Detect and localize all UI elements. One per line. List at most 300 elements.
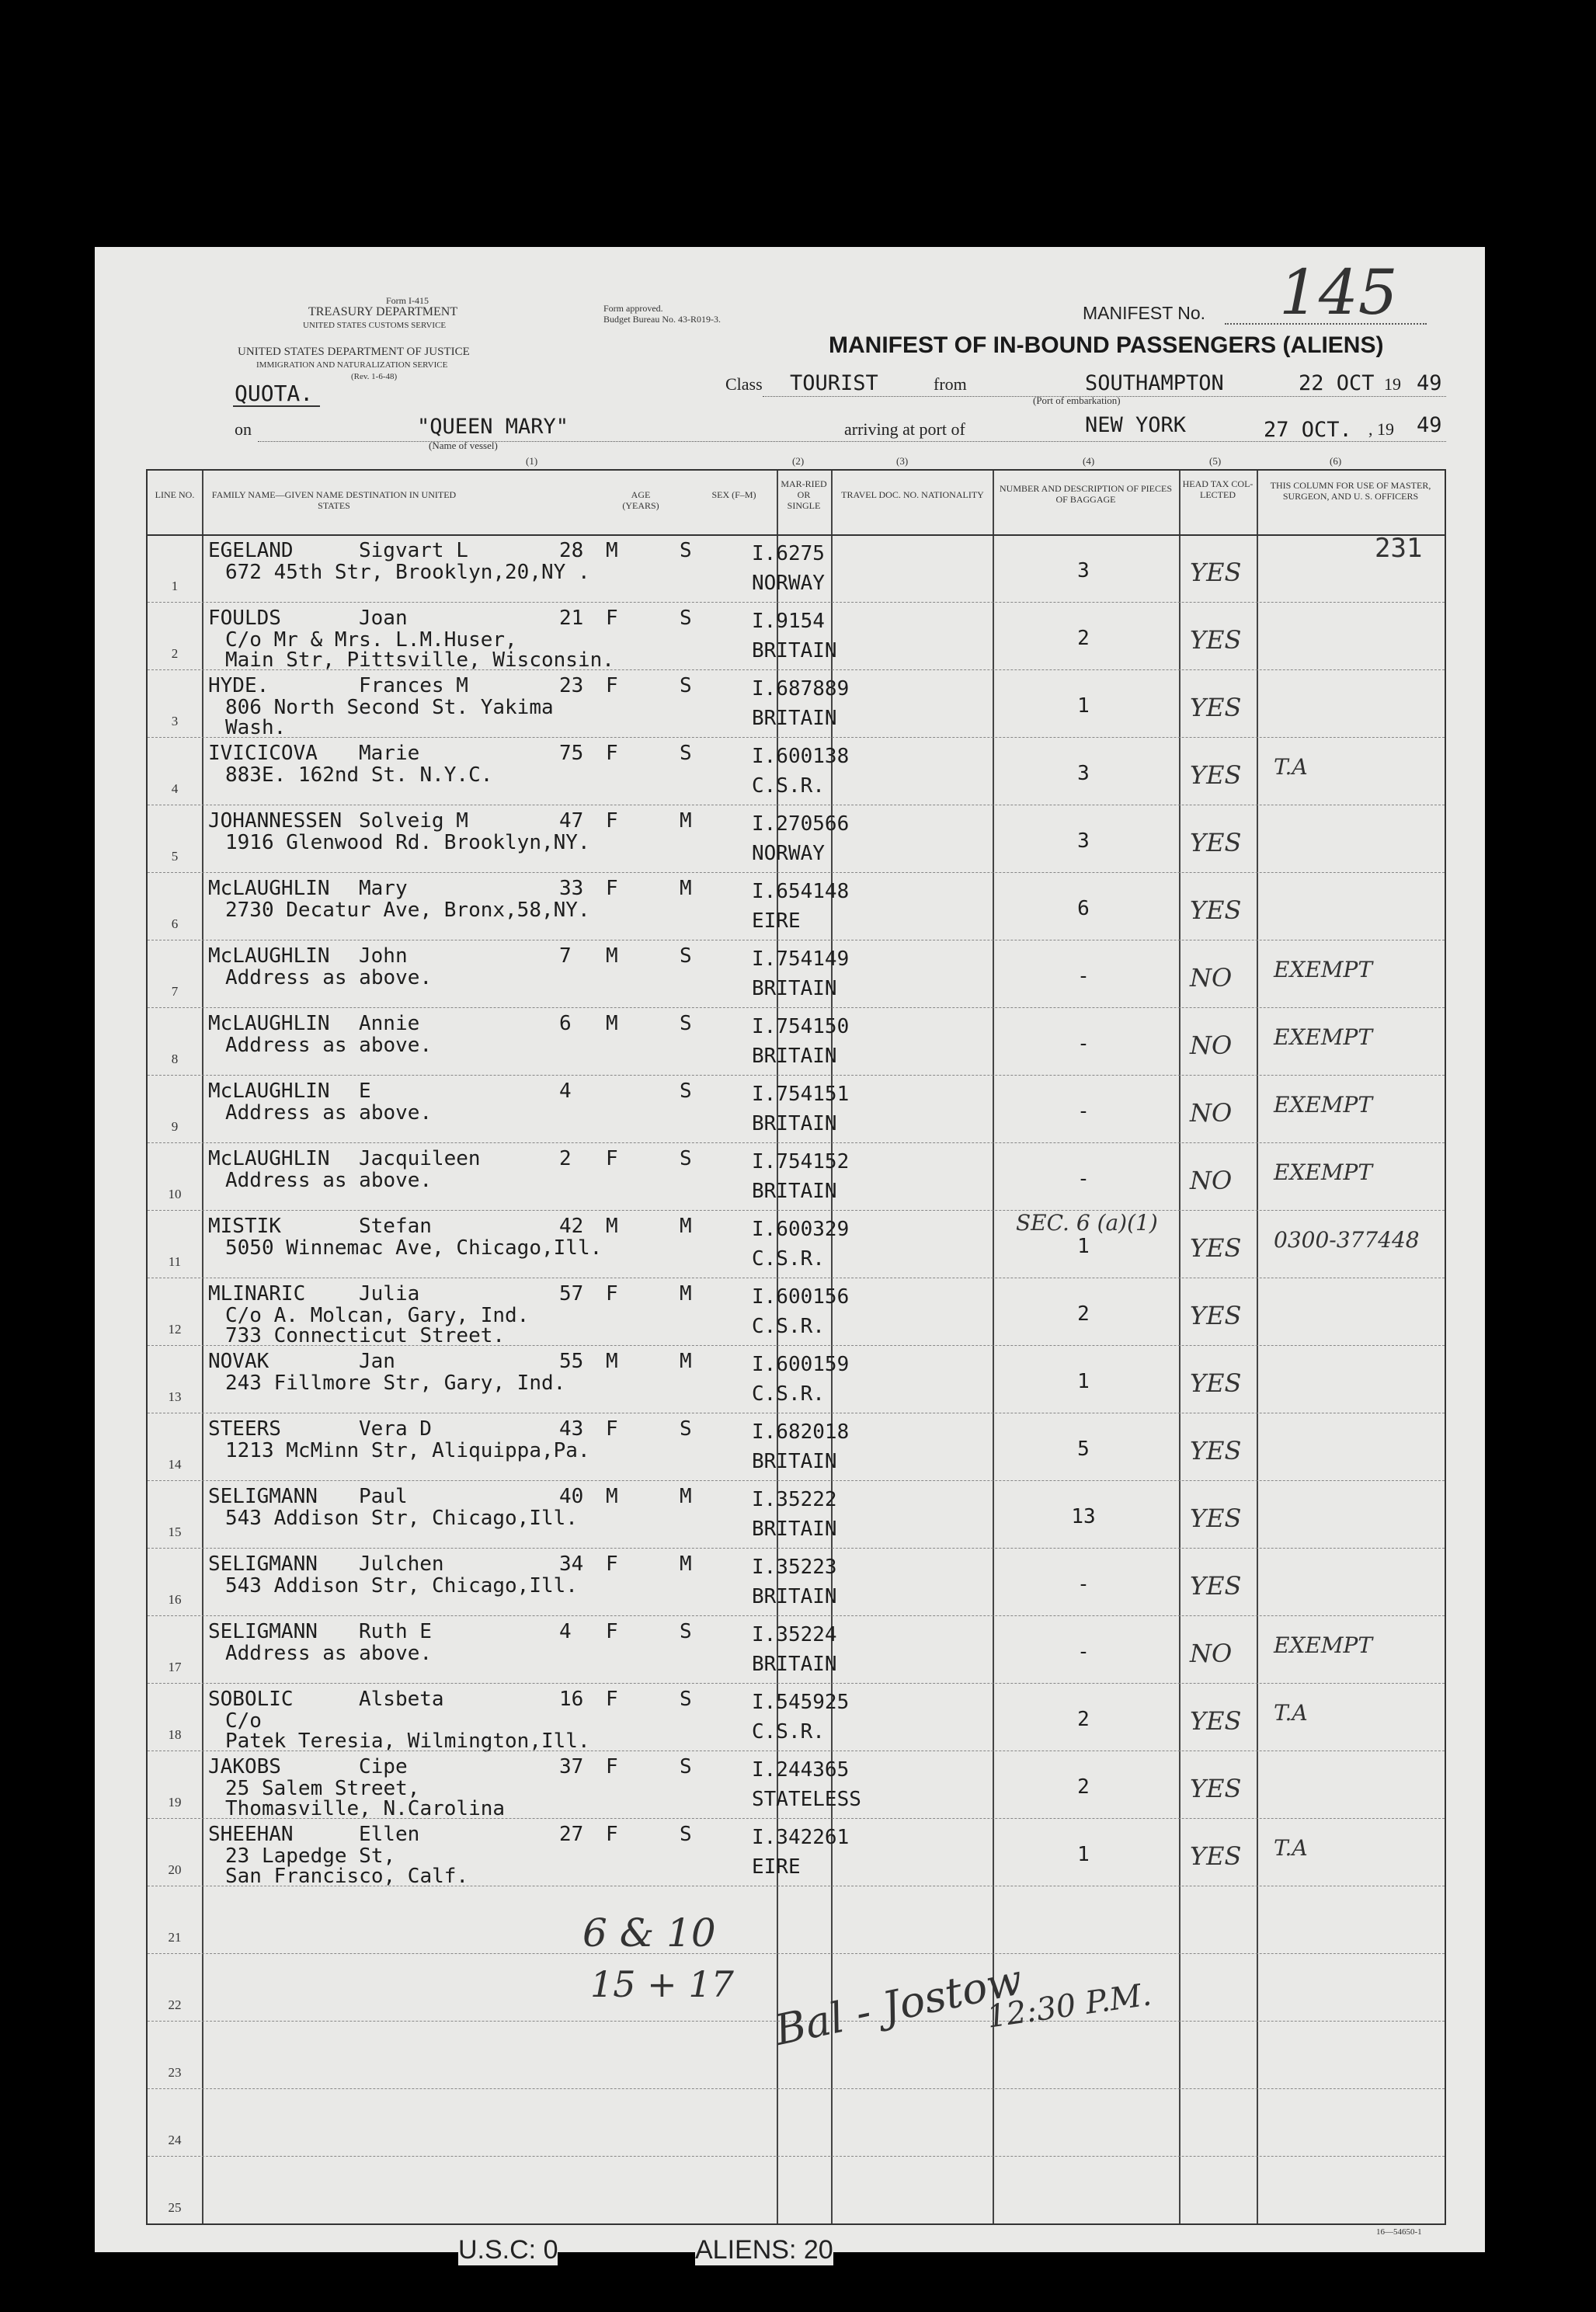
line-number: 3 (171, 714, 179, 728)
table-row (148, 1212, 1445, 1279)
head-tax: YES (1190, 1571, 1242, 1601)
travel-doc-no: I.545925 (752, 1691, 850, 1714)
given-name: Solveig M (359, 809, 468, 833)
travel-doc-no: I.342261 (752, 1826, 850, 1849)
table-row-empty (148, 1887, 1445, 1955)
arrival-port: NEW YORK (1085, 413, 1187, 437)
family-name: McLAUGHLIN (208, 944, 330, 968)
row-divider (148, 872, 1445, 873)
head-tax: YES (1190, 1233, 1242, 1263)
marital-status: S (680, 944, 692, 968)
justice-dept: UNITED STATES DEPARTMENT OF JUSTICE (238, 346, 470, 358)
family-name: JAKOBS (208, 1755, 281, 1778)
address-line-1: 5050 Winnemac Ave, Chicago,Ill. (225, 1236, 603, 1260)
travel-doc-no: I.600329 (752, 1218, 850, 1241)
age: 34 (559, 1552, 584, 1576)
arriving-label: arriving at port of (844, 419, 965, 439)
address-line-2: San Francisco, Calf. (225, 1865, 469, 1888)
age: 40 (559, 1485, 584, 1508)
nationality: EIRE (752, 909, 801, 933)
given-name: Stefan (359, 1215, 432, 1238)
manifest-no-label: MANIFEST No. (1083, 303, 1206, 323)
marital-status: S (680, 1688, 692, 1711)
nationality: C.S.R. (752, 1720, 825, 1744)
nationality: C.S.R. (752, 1315, 825, 1338)
age: 43 (559, 1417, 584, 1441)
family-name: McLAUGHLIN (208, 1080, 330, 1103)
row-divider (148, 1345, 1445, 1346)
age: 75 (559, 742, 584, 765)
revision-date: (Rev. 1-6-48) (351, 372, 398, 381)
row-divider (148, 2088, 1445, 2089)
table-row-empty (148, 2090, 1445, 2157)
head-tax: YES (1190, 760, 1242, 790)
sex: F (606, 809, 618, 833)
table-row (148, 739, 1445, 806)
officer-note: EXEMPT (1274, 1632, 1372, 1658)
family-name: FOULDS (208, 607, 281, 630)
table-row (148, 1617, 1445, 1684)
given-name: Ruth E (359, 1620, 432, 1643)
age: 21 (559, 607, 584, 630)
marital-status: M (680, 877, 692, 900)
given-name: Julchen (359, 1552, 444, 1576)
port-embark-note: (Port of embarkation) (1033, 395, 1121, 406)
head-tax: YES (1190, 625, 1242, 655)
family-name: SHEEHAN (208, 1823, 294, 1846)
nationality: C.S.R. (752, 1382, 825, 1406)
travel-doc-no: I.600159 (752, 1353, 850, 1376)
quota: QUOTA. (235, 381, 314, 406)
given-name: Frances M (359, 674, 468, 697)
table-row (148, 874, 1445, 941)
officer-note: EXEMPT (1274, 1159, 1372, 1185)
sex: M (606, 1012, 618, 1035)
age: 6 (559, 1012, 572, 1035)
line-number: 8 (171, 1052, 179, 1066)
row-divider (148, 737, 1445, 738)
table-row (148, 1076, 1445, 1144)
line-number: 23 (168, 2065, 182, 2080)
footer-aliens: ALIENS: 20 (695, 2235, 833, 2265)
customs-service: UNITED STATES CUSTOMS SERVICE (303, 321, 447, 330)
depart-year: 49 (1417, 371, 1442, 395)
travel-doc-no: I.600138 (752, 745, 850, 768)
travel-doc-no: I.754151 (752, 1083, 850, 1106)
line-number: 21 (168, 1930, 182, 1945)
travel-doc-no: I.754152 (752, 1150, 850, 1173)
table-row (148, 533, 1445, 603)
nationality: BRITAIN (752, 639, 837, 662)
line-number: 2 (171, 646, 179, 661)
baggage-count: - (1077, 1100, 1090, 1123)
sex: F (606, 674, 618, 697)
header-officers: THIS COLUMN FOR USE OF MASTER, SURGEON, AND U. S. OFFICERS (1270, 480, 1431, 502)
nationality: BRITAIN (752, 1653, 837, 1676)
nationality: BRITAIN (752, 1180, 837, 1203)
sex: F (606, 1688, 618, 1711)
line-number: 12 (168, 1322, 182, 1337)
sex: M (606, 1215, 618, 1238)
line-number: 10 (168, 1187, 182, 1201)
baggage-count: - (1077, 1640, 1090, 1664)
header-tax: HEAD TAX COL-LECTED (1182, 478, 1254, 500)
table-row (148, 1684, 1445, 1752)
table-row (148, 1279, 1445, 1347)
marital-status: S (680, 1417, 692, 1441)
head-tax: YES (1190, 1504, 1242, 1533)
line-number: 7 (171, 984, 179, 999)
arrival-date: 27 OCT. (1264, 418, 1352, 442)
line-number: 15 (168, 1525, 182, 1539)
head-tax: YES (1190, 558, 1242, 587)
baggage-count: 1 (1077, 1843, 1090, 1866)
header-baggage: NUMBER AND DESCRIPTION OF PIECES OF BAGGAGE (999, 483, 1173, 505)
line-number: 4 (171, 781, 179, 796)
quota-underline (233, 405, 320, 407)
address-line-1: 1213 McMinn Str, Aliquippa,Pa. (225, 1439, 590, 1462)
address-line-1: 243 Fillmore Str, Gary, Ind. (225, 1372, 566, 1395)
head-tax: NO (1190, 1166, 1233, 1195)
form-code: 16—54650-1 (1376, 2227, 1422, 2237)
address-line-1: Address as above. (225, 1169, 433, 1192)
family-name: SELIGMANN (208, 1552, 318, 1576)
marital-status: M (680, 1552, 692, 1576)
row-divider (148, 1615, 1445, 1616)
tally-line-2: 15 + 17 (590, 1963, 734, 2005)
line-number: 11 (168, 1254, 182, 1269)
age: 28 (559, 539, 584, 562)
row-divider (148, 1075, 1445, 1076)
head-tax: YES (1190, 895, 1242, 925)
travel-doc-no: I.654148 (752, 880, 850, 903)
given-name: Sigvart L (359, 539, 468, 562)
nationality: BRITAIN (752, 977, 837, 1000)
officer-note: T.A (1274, 1835, 1308, 1861)
from-label: from (934, 374, 967, 394)
baggage-count: 3 (1077, 762, 1090, 785)
address-line-2: Main Str, Pittsville, Wisconsin. (225, 648, 614, 672)
marital-status: S (680, 1755, 692, 1778)
tally-line-1: 6 & 10 (582, 1910, 716, 1956)
table-row (148, 806, 1445, 874)
travel-doc-no: I.270566 (752, 812, 850, 836)
given-name: Ellen (359, 1823, 420, 1846)
head-tax: YES (1190, 1301, 1242, 1330)
row-divider (148, 2156, 1445, 2157)
family-name: McLAUGHLIN (208, 1147, 330, 1170)
nationality: C.S.R. (752, 774, 825, 798)
family-name: STEERS (208, 1417, 281, 1441)
passenger-table (146, 469, 1446, 2225)
head-tax: YES (1190, 1774, 1242, 1803)
row-divider (148, 1548, 1445, 1549)
treasury-dept: TREASURY DEPARTMENT (308, 305, 458, 318)
nationality: BRITAIN (752, 707, 837, 730)
line-number: 20 (168, 1862, 182, 1877)
marital-status: S (680, 539, 692, 562)
age: 23 (559, 674, 584, 697)
row-divider (148, 1953, 1445, 1954)
baggage-count: 5 (1077, 1438, 1090, 1461)
baggage-count: 2 (1077, 1302, 1090, 1326)
nationality: BRITAIN (752, 1045, 837, 1068)
header-line-no: LINE NO. (155, 489, 195, 500)
arrival-year: 49 (1417, 413, 1442, 437)
travel-doc-no: I.35223 (752, 1556, 837, 1579)
table-row (148, 941, 1445, 1009)
marital-status: S (680, 1080, 692, 1103)
vessel-note: (Name of vessel) (429, 440, 498, 451)
address-line-1: Address as above. (225, 966, 433, 989)
marital-status: M (680, 1485, 692, 1508)
line-number: 22 (168, 1997, 182, 2012)
row-divider (148, 1818, 1445, 1819)
travel-doc-no: I.244365 (752, 1758, 850, 1782)
col-num-3: (3) (896, 455, 909, 467)
line-number: 1 (171, 579, 179, 593)
marital-status: S (680, 1620, 692, 1643)
family-name: SOBOLIC (208, 1688, 294, 1711)
marital-status: S (680, 607, 692, 630)
address-line-2: Wash. (225, 716, 287, 739)
age: 7 (559, 944, 572, 968)
address-line-2: Thomasville, N.Carolina (225, 1797, 506, 1820)
age: 57 (559, 1282, 584, 1305)
given-name: Marie (359, 742, 420, 765)
nationality: EIRE (752, 1855, 801, 1879)
sex: F (606, 742, 618, 765)
age: 27 (559, 1823, 584, 1846)
family-name: MISTIK (208, 1215, 281, 1238)
row-divider (148, 1480, 1445, 1481)
table-row (148, 1752, 1445, 1820)
header-sex: SEX (F–M) (711, 489, 756, 500)
travel-doc-no: I.687889 (752, 677, 850, 701)
form-approved: Form approved. (603, 303, 663, 314)
age: 47 (559, 809, 584, 833)
address-line-1: C/o Mr & Mrs. L.M.Huser, (225, 628, 517, 652)
table-row (148, 1009, 1445, 1076)
address-line-1: 543 Addison Str, Chicago,Ill. (225, 1574, 578, 1598)
address-line-1: Address as above. (225, 1034, 433, 1057)
travel-doc-no: I.754149 (752, 947, 850, 971)
given-name: John (359, 944, 408, 968)
sex: F (606, 1823, 618, 1846)
baggage-count: 3 (1077, 829, 1090, 853)
row-divider (148, 1007, 1445, 1008)
header-doc: TRAVEL DOC. NO. NATIONALITY (841, 489, 984, 500)
table-row (148, 671, 1445, 739)
age: 4 (559, 1080, 572, 1103)
head-tax: NO (1190, 963, 1233, 993)
sex: F (606, 1620, 618, 1643)
arrival-year-prefix: , 19 (1368, 419, 1394, 439)
officer-note: EXEMPT (1274, 1024, 1372, 1050)
address-line-1: 1916 Glenwood Rd. Brooklyn,NY. (225, 831, 590, 854)
header-name: FAMILY NAME—GIVEN NAME DESTINATION IN UNITED STATES (211, 489, 457, 511)
class-line (763, 396, 1446, 397)
family-name: IVICICOVA (208, 742, 318, 765)
sex: F (606, 1282, 618, 1305)
sex: F (606, 607, 618, 630)
marital-status: S (680, 1823, 692, 1846)
line-number: 25 (168, 2200, 182, 2215)
depart-date: 22 OCT (1299, 371, 1375, 395)
marital-status: M (680, 809, 692, 833)
age: 37 (559, 1755, 584, 1778)
head-tax: YES (1190, 1841, 1242, 1871)
baggage-count: 2 (1077, 1708, 1090, 1731)
family-name: HYDE. (208, 674, 269, 697)
col-num-5: (5) (1209, 455, 1222, 467)
address-line-1: C/o (225, 1709, 262, 1733)
sex: M (606, 1485, 618, 1508)
address-line-1: 25 Salem Street, (225, 1777, 420, 1800)
table-row (148, 1549, 1445, 1617)
sex: F (606, 1552, 618, 1576)
head-tax: NO (1190, 1639, 1233, 1668)
baggage-count: - (1077, 1167, 1090, 1191)
family-name: SELIGMANN (208, 1485, 318, 1508)
address-line-1: Address as above. (225, 1642, 433, 1665)
officer-note: T.A (1274, 754, 1308, 780)
col-num-4: (4) (1083, 455, 1095, 467)
line-number: 16 (168, 1592, 182, 1607)
line-number: 5 (171, 849, 179, 864)
age: 2 (559, 1147, 572, 1170)
nationality: BRITAIN (752, 1450, 837, 1473)
line-number: 24 (168, 2133, 182, 2147)
sex: F (606, 1755, 618, 1778)
sex: F (606, 1147, 618, 1170)
marital-status: S (680, 1147, 692, 1170)
given-name: Alsbeta (359, 1688, 444, 1711)
line-number: 6 (171, 916, 179, 931)
col-num-1: (1) (526, 455, 538, 467)
table-row-empty (148, 2157, 1445, 2225)
line-number: 19 (168, 1795, 182, 1810)
given-name: Jacquileen (359, 1147, 481, 1170)
age: 33 (559, 877, 584, 900)
age: 55 (559, 1350, 584, 1373)
depart-year-prefix: 19 (1384, 374, 1401, 394)
address-line-1: 2730 Decatur Ave, Bronx,58,NY. (225, 899, 590, 922)
table-row (148, 1820, 1445, 1887)
officer-note: 0300-377448 (1274, 1227, 1420, 1253)
sex: M (606, 1350, 618, 1373)
given-name: Vera D (359, 1417, 432, 1441)
baggage-count: 13 (1071, 1505, 1096, 1528)
address-line-1: 23 Lapedge St, (225, 1844, 396, 1868)
travel-doc-no: I.754150 (752, 1015, 850, 1038)
travel-doc-no: I.6275 (752, 542, 825, 565)
family-name: McLAUGHLIN (208, 877, 330, 900)
budget-bureau: Budget Bureau No. 43-R019-3. (603, 314, 721, 325)
nationality: STATELESS (752, 1788, 861, 1811)
manifest-no-value: 145 (1279, 256, 1398, 329)
family-name: NOVAK (208, 1350, 269, 1373)
line-number: 17 (168, 1660, 182, 1674)
signoff-time: 12:30 P.M. (984, 1976, 1154, 2036)
sex: F (606, 1417, 618, 1441)
on-label: on (235, 419, 252, 439)
line-number: 13 (168, 1389, 182, 1404)
form-number: Form I-415 (386, 295, 429, 306)
address-line-1: 543 Addison Str, Chicago,Ill. (225, 1507, 578, 1530)
family-name: SELIGMANN (208, 1620, 318, 1643)
address-line-1: C/o A. Molcan, Gary, Ind. (225, 1304, 530, 1327)
ins-service: IMMIGRATION AND NATURALIZATION SERVICE (256, 360, 448, 370)
address-line-2: Patek Teresia, Wilmington,Ill. (225, 1730, 590, 1753)
row-divider (148, 1683, 1445, 1684)
baggage-count: 2 (1077, 627, 1090, 650)
given-name: E (359, 1080, 371, 1103)
travel-doc-no: I.35224 (752, 1623, 837, 1646)
baggage-count: 1 (1077, 1370, 1090, 1393)
travel-doc-no: I.600156 (752, 1285, 850, 1309)
given-name: Julia (359, 1282, 420, 1305)
row-divider (148, 669, 1445, 670)
row-divider (148, 1210, 1445, 1211)
col-num-6: (6) (1330, 455, 1342, 467)
baggage-count: 1 (1077, 694, 1090, 718)
nationality: BRITAIN (752, 1518, 837, 1541)
head-tax: YES (1190, 693, 1242, 722)
manifest-title: MANIFEST OF IN-BOUND PASSENGERS (ALIENS) (829, 332, 1384, 358)
baggage-count: - (1077, 965, 1090, 988)
baggage-count: 6 (1077, 897, 1090, 920)
given-name: Mary (359, 877, 408, 900)
head-tax: YES (1190, 1368, 1242, 1398)
age: 16 (559, 1688, 584, 1711)
given-name: Joan (359, 607, 408, 630)
officer-note: EXEMPT (1274, 1092, 1372, 1118)
address-line-1: Address as above. (225, 1101, 433, 1125)
vessel-line (258, 441, 1446, 442)
marital-status: M (680, 1282, 692, 1305)
marital-status: M (680, 1350, 692, 1373)
row-divider (148, 1142, 1445, 1143)
address-line-2: 733 Connecticut Street. (225, 1324, 506, 1347)
marital-status: S (680, 674, 692, 697)
baggage-count: 2 (1077, 1775, 1090, 1799)
table-row (148, 1347, 1445, 1414)
address-line-1: 883E. 162nd St. N.Y.C. (225, 763, 493, 787)
baggage-count: - (1077, 1032, 1090, 1055)
line-number: 9 (171, 1119, 179, 1134)
footer-usc: U.S.C: 0 (458, 2235, 558, 2265)
address-line-1: 672 45th Str, Brooklyn,20,NY . (225, 561, 590, 584)
given-name: Paul (359, 1485, 408, 1508)
class-value: TOURIST (790, 371, 878, 395)
baggage-count: - (1077, 1573, 1090, 1596)
head-tax: YES (1190, 1706, 1242, 1736)
marital-status: S (680, 1012, 692, 1035)
nationality: C.S.R. (752, 1247, 825, 1271)
family-name: JOHANNESSEN (208, 809, 342, 833)
nationality: BRITAIN (752, 1585, 837, 1608)
table-row (148, 603, 1445, 671)
signoff-signature: Bal - Jostow (770, 1955, 1027, 2055)
head-tax: NO (1190, 1098, 1233, 1128)
sex: M (606, 539, 618, 562)
nationality: NORWAY (752, 842, 825, 865)
col-num-2: (2) (792, 455, 805, 467)
class-label: Class (725, 374, 763, 394)
head-tax: NO (1190, 1031, 1233, 1060)
travel-doc-no: I.9154 (752, 610, 825, 633)
